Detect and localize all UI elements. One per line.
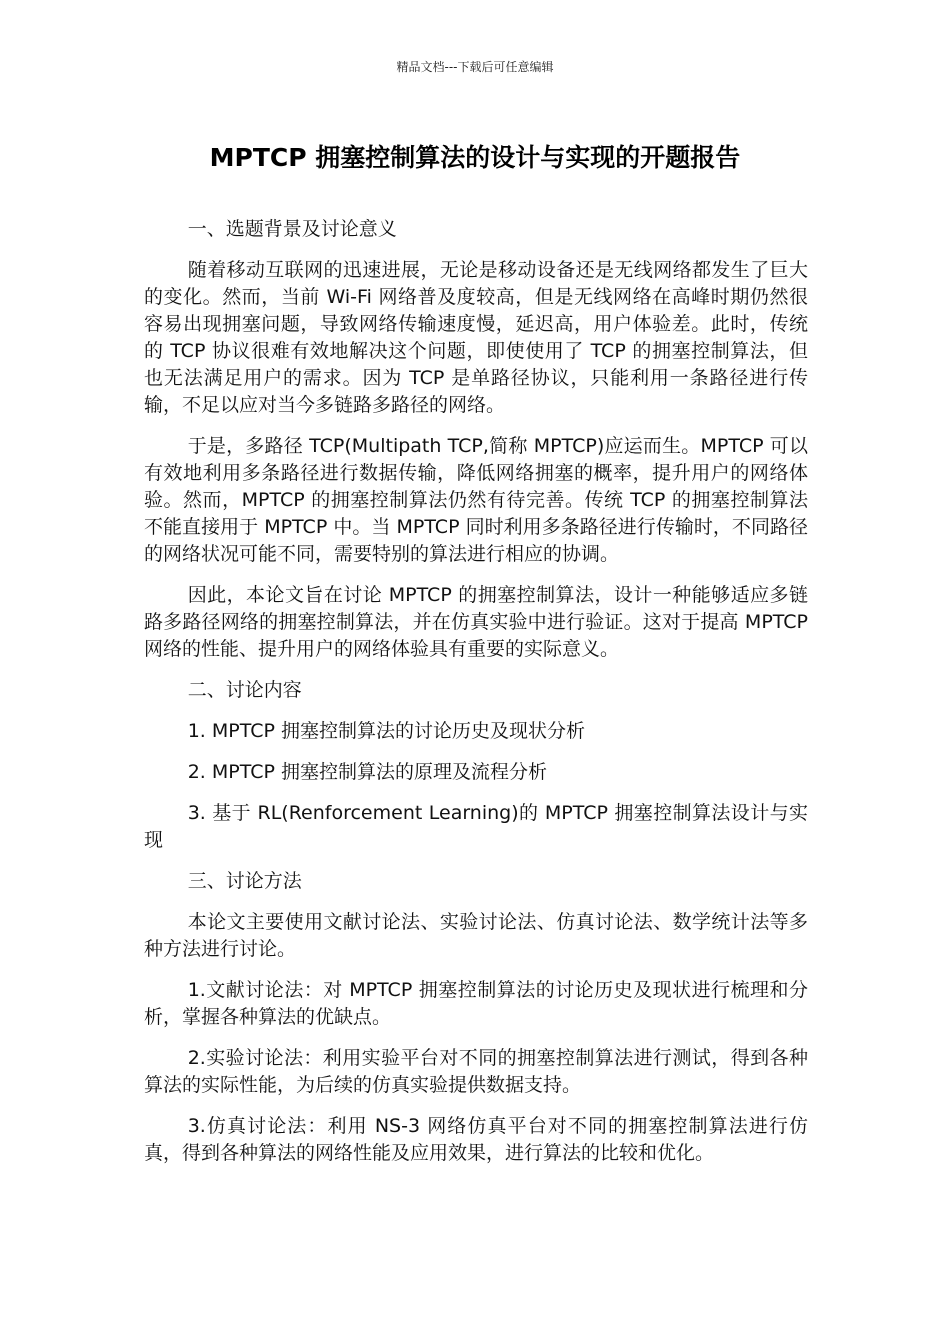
document-body <box>144 216 808 1181</box>
section-heading-background: 一、选题背景及讨论意义 <box>187 218 397 240</box>
section-heading-content: 二、讨论内容 <box>187 679 302 701</box>
list-item: 1. MPTCP 拥塞控制算法的讨论历史及现状分析 <box>187 720 585 742</box>
paragraph: 因此，本论文旨在讨论 MPTCP 的拥塞控制算法，设计一种能够适应多链路多路径网络的拥塞控制算法，并在仿真实验中进行验证。这对于提高 MPTCP 网络的性能、提升用户的网络体验具有重要的实际意义。 <box>144 584 808 660</box>
section-heading-methods: 三、讨论方法 <box>187 870 302 892</box>
document-title: MPTCP 拥塞控制算法的设计与实现的开题报告 <box>209 143 741 172</box>
list-item: 2.实验讨论法：利用实验平台对不同的拥塞控制算法进行测试，得到各种算法的实际性能，为后续的仿真实验提供数据支持。 <box>144 1047 808 1096</box>
paragraph: 本论文主要使用文献讨论法、实验讨论法、仿真讨论法、数学统计法等多种方法进行讨论。 <box>144 911 808 960</box>
paragraph: 于是，多路径 TCP(Multipath TCP,简称 MPTCP)应运而生。MPTCP 可以有效地利用多条路径进行数据传输，降低网络拥塞的概率，提升用户的网络体验。然而，MPTCP 的拥塞控制算法仍然有待完善。传统 TCP 的拥塞控制算法不能直接用于 MPTCP 中。当 MPTCP 同时利用多条路径进行传输时，不同路径的网络状况可能不同，需要特别的算法进行相应的协调。 <box>144 435 808 565</box>
paragraph: 随着移动互联网的迅速进展，无论是移动设备还是无线网络都发生了巨大的变化。然而，当前 Wi-Fi 网络普及度较高，但是无线网络在高峰时期仍然很容易出现拥塞问题，导致网络传输速度慢，延迟高，用户体验差。此时，传统的 TCP 协议很难有效地解决这个问题，即使使用了 TCP 的拥塞控制算法，但也无法满足用户的需求。因为 TCP 是单路径协议，只能利用一条路径进行传输，不足以应对当今多链路多路径的网络。 <box>144 259 808 416</box>
list-item: 2. MPTCP 拥塞控制算法的原理及流程分析 <box>187 761 547 783</box>
list-item: 1.文献讨论法：对 MPTCP 拥塞控制算法的讨论历史及现状进行梳理和分析，掌握各种算法的优缺点。 <box>144 979 808 1028</box>
list-item: 3. 基于 RL(Renforcement Learning)的 MPTCP 拥塞控制算法设计与实现 <box>144 802 808 851</box>
page-header: 精品文档---下载后可任意编辑 <box>396 60 554 74</box>
list-item: 3.仿真讨论法：利用 NS-3 网络仿真平台对不同的拥塞控制算法进行仿真，得到各种算法的网络性能及应用效果，进行算法的比较和优化。 <box>144 1115 808 1164</box>
